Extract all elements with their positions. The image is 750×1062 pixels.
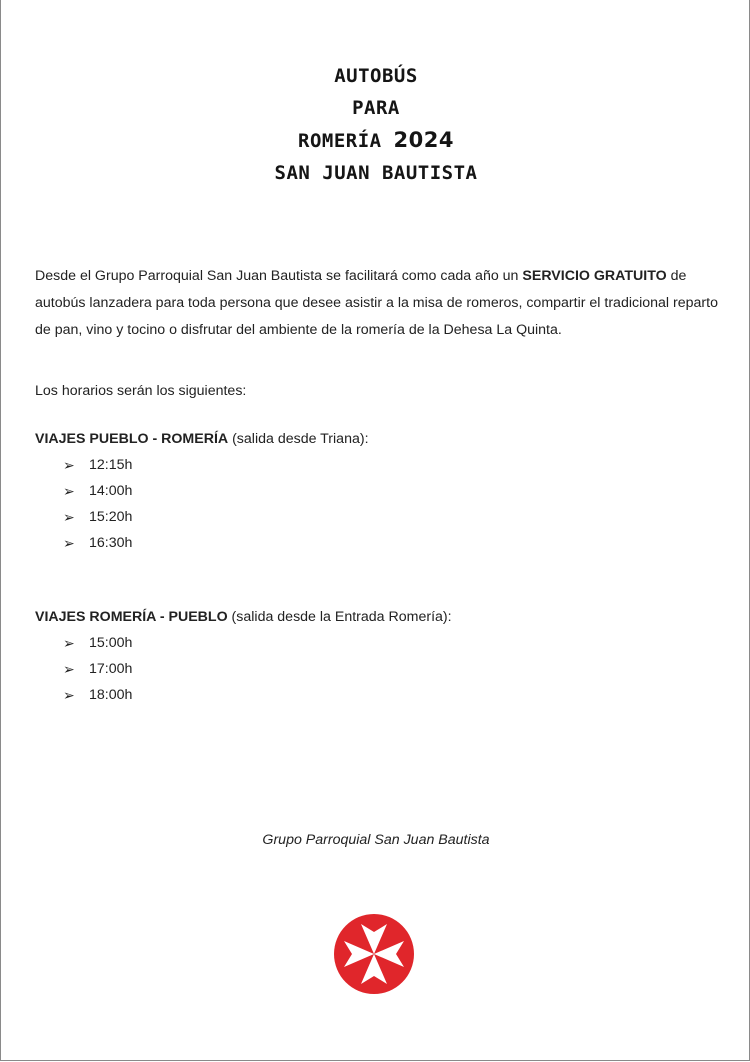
- trip-heading-detail: (salida desde la Entrada Romería):: [227, 609, 452, 625]
- arrow-bullet-icon: ➢: [63, 635, 75, 651]
- list-item: [63, 530, 369, 556]
- title-line-romeria: [1, 124, 750, 157]
- title-line-autobus: AUTOBÚS: [334, 65, 418, 87]
- list-item: [63, 452, 369, 478]
- departure-time: 18:00h: [89, 687, 133, 703]
- time-list: [35, 630, 452, 708]
- departure-time: 16:30h: [89, 535, 133, 551]
- intro-paragraph: [35, 263, 719, 344]
- title-line-san-juan: SAN JUAN BAUTISTA: [274, 162, 478, 184]
- departure-time: 14:00h: [89, 483, 133, 499]
- list-item: [63, 478, 369, 504]
- document-title: [1, 60, 750, 189]
- arrow-bullet-icon: ➢: [63, 535, 75, 551]
- departure-time: 17:00h: [89, 661, 133, 677]
- arrow-bullet-icon: ➢: [63, 687, 75, 703]
- list-item: [63, 682, 452, 708]
- list-item: [63, 504, 369, 530]
- maltese-cross-icon: [332, 912, 416, 996]
- arrow-bullet-icon: ➢: [63, 509, 75, 525]
- arrow-bullet-icon: ➢: [63, 661, 75, 677]
- trip-heading-bold: VIAJES ROMERÍA - PUEBLO: [35, 609, 228, 625]
- list-item: [63, 656, 452, 682]
- trip-heading-detail: (salida desde Triana):: [228, 431, 369, 447]
- departure-time: 15:20h: [89, 509, 133, 525]
- trip-section-pueblo-romeria: [35, 426, 369, 556]
- intro-bold-servicio: SERVICIO GRATUITO: [522, 268, 667, 285]
- departure-time: 12:15h: [89, 457, 133, 473]
- intro-text-start: Desde el Grupo Parroquial San Juan Bautista se facilitará como cada año un: [35, 268, 523, 285]
- title-year: 2024: [393, 128, 454, 152]
- signature: Grupo Parroquial San Juan Bautista: [262, 832, 490, 848]
- trip-section-romeria-pueblo: [35, 604, 452, 708]
- trip-heading-bold: VIAJES PUEBLO - ROMERÍA: [35, 431, 229, 447]
- trip-heading: [35, 426, 369, 452]
- arrow-bullet-icon: ➢: [63, 483, 75, 499]
- trip-heading: [35, 604, 452, 630]
- time-list: [35, 452, 369, 556]
- list-item: [63, 630, 452, 656]
- horarios-intro: Los horarios serán los siguientes:: [35, 383, 247, 399]
- title-romeria-word: ROMERÍA: [298, 130, 382, 152]
- maltese-cross-svg: [332, 912, 416, 996]
- arrow-bullet-icon: ➢: [63, 457, 75, 473]
- intro-text-end: de autobús lanzadera para toda persona que desee asistir a la misa de romeros, compartir el tradicional reparto de pan, vino y tocino o disfrutar del ambiente de la romería de la Dehesa La Quinta.: [35, 268, 718, 339]
- departure-time: 15:00h: [89, 635, 133, 651]
- title-line-para: PARA: [352, 97, 400, 119]
